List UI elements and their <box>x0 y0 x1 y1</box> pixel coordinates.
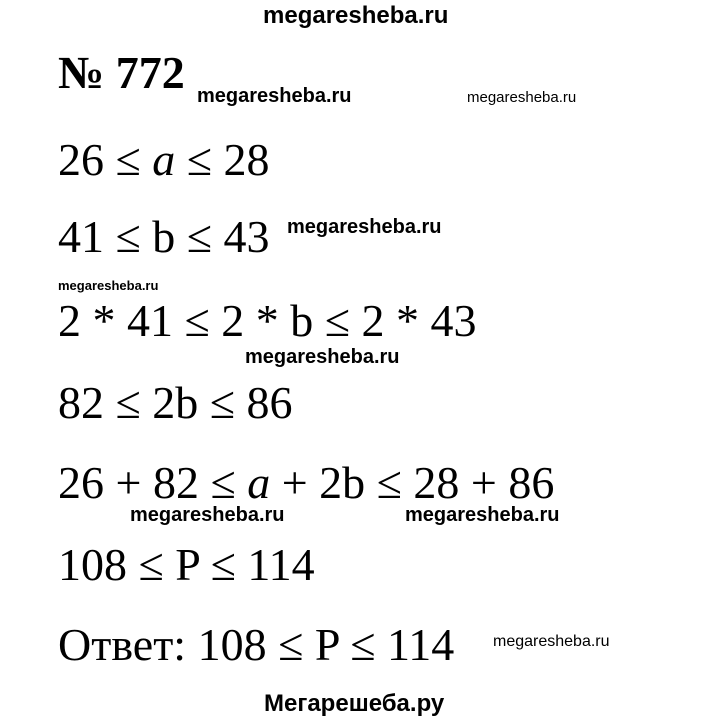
watermark: megaresheba.ru <box>467 89 577 106</box>
answer-line: Ответ: 108 ≤ P ≤ 114 <box>58 619 455 670</box>
line-part: + 2b ≤ 28 + 86 <box>270 457 555 508</box>
watermark-bottom: Мегарешеба.ру <box>264 690 445 717</box>
watermark: megaresheba.ru <box>197 85 352 107</box>
solution-line-2: 41 ≤ b ≤ 43 <box>58 211 270 262</box>
solution-line-6: 108 ≤ P ≤ 114 <box>58 539 315 590</box>
watermark: megaresheba.ru <box>245 346 400 368</box>
line-part: ≤ 28 <box>175 134 270 185</box>
solution-line-5 <box>58 457 555 508</box>
watermark: megaresheba.ru <box>58 278 159 293</box>
solution-line-3: 2 * 41 ≤ 2 * b ≤ 2 * 43 <box>58 295 477 346</box>
variable-a: a <box>152 134 176 185</box>
watermark: megaresheba.ru <box>130 504 285 526</box>
solution-line-4: 82 ≤ 2b ≤ 86 <box>58 377 293 428</box>
variable-a: a <box>247 457 271 508</box>
line-part: 26 + 82 ≤ <box>58 457 248 508</box>
solution-line-1 <box>58 134 270 185</box>
problem-number: № 772 <box>58 47 185 98</box>
watermark: megaresheba.ru <box>405 504 560 526</box>
watermark: megaresheba.ru <box>287 216 442 238</box>
watermark: megaresheba.ru <box>493 633 610 650</box>
watermark-top: megaresheba.ru <box>263 2 449 29</box>
line-part: 26 ≤ <box>58 134 153 185</box>
